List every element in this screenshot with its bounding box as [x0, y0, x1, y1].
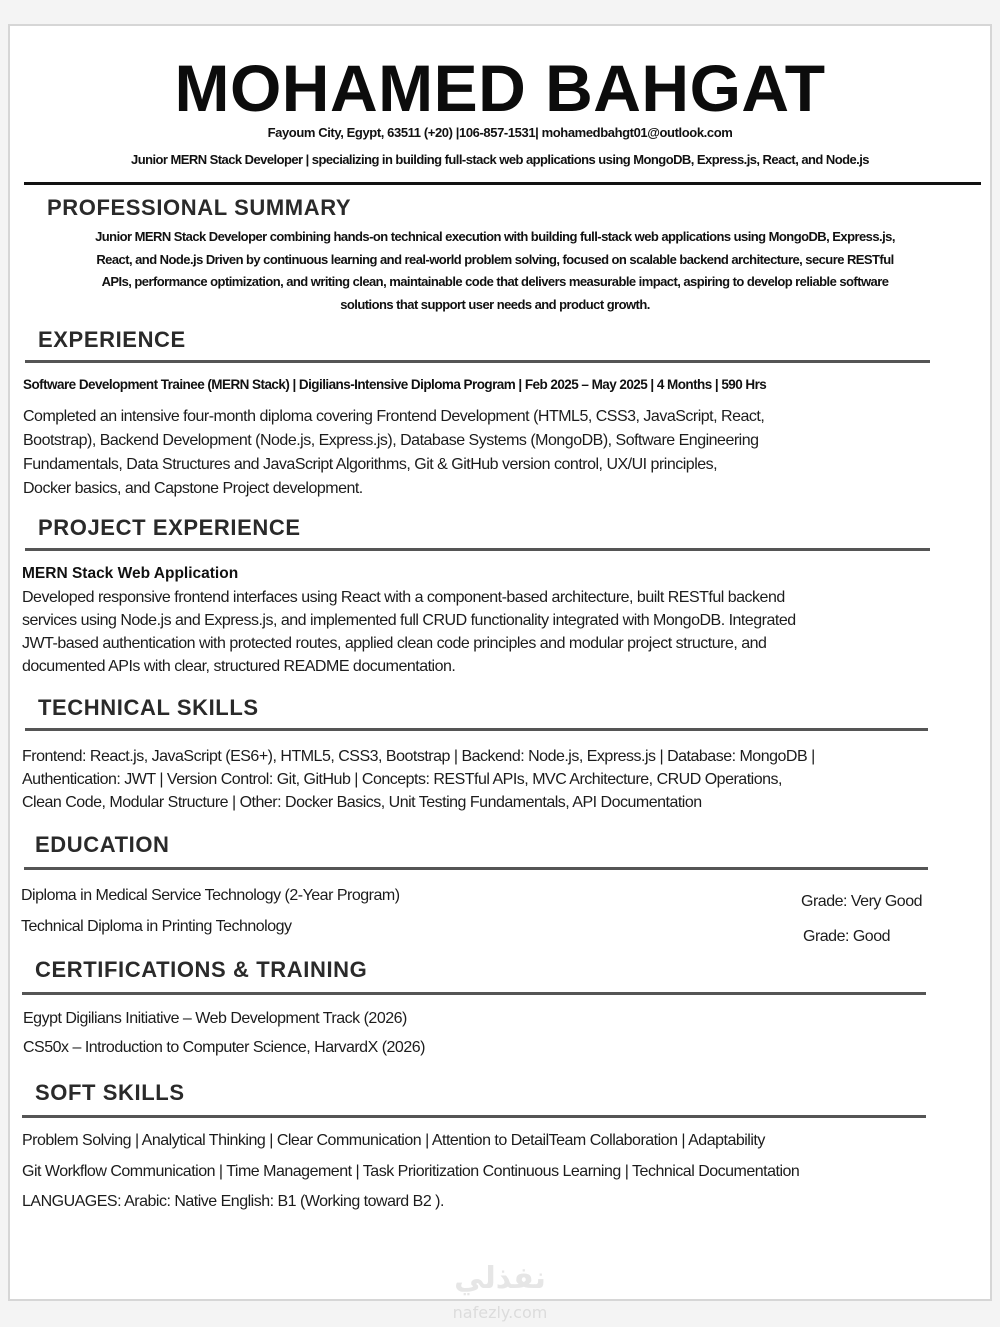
summary-line: React, and Node.js Driven by continuous learning and real-world problem solving, focused on scalable backend architecture, secure RESTful	[96, 251, 894, 267]
education-degree: Diploma in Medical Service Technology (2-Year Program)	[21, 887, 400, 904]
education-grade: Grade: Good	[803, 928, 890, 945]
project-line: services using Node.js and Express.js, and implemented full CRUD functionality integrated with MongoDB. Integrated	[22, 612, 796, 629]
experience-line: Fundamentals, Data Structures and JavaScript Algorithms, Git & GitHub version control, UX/UI principles,	[23, 456, 718, 473]
section-title-skills: TECHNICAL SKILLS	[38, 695, 259, 720]
project-description	[22, 586, 796, 678]
education-row	[21, 886, 926, 911]
skills-line: Authentication: JWT | Version Control: Git, GitHub | Concepts: RESTful APIs, MVC Architecture, CRUD Operations,	[22, 771, 782, 788]
education-row	[21, 917, 926, 946]
section-divider	[25, 548, 930, 551]
section-divider	[24, 867, 928, 870]
technical-skills-text	[22, 745, 815, 814]
section-title-education: EDUCATION	[35, 832, 170, 857]
section-title-summary: PROFESSIONAL SUMMARY	[47, 195, 352, 220]
section-title-certifications: CERTIFICATIONS & TRAINING	[35, 957, 368, 982]
header-divider	[24, 182, 981, 185]
skills-line: Clean Code, Modular Structure | Other: Docker Basics, Unit Testing Fundamentals, API Documentation	[22, 794, 702, 811]
certification-item: Egypt Digilians Initiative – Web Development Track (2026)	[23, 1010, 407, 1027]
summary-line: Junior MERN Stack Developer combining hands-on technical execution with building full-stack web applications using MongoDB, Express.js,	[95, 229, 895, 244]
project-line: JWT-based authentication with protected routes, applied clean code principles and modular project structure, and	[22, 635, 767, 652]
section-divider	[25, 360, 930, 363]
headline-tagline: Junior MERN Stack Developer | specializing in building full-stack web applications using MongoDB, Express.js, React, and Node.js	[131, 152, 869, 167]
soft-skills-line: Git Workflow Communication | Time Management | Task Prioritization Continuous Learning | Technical Documentation	[22, 1163, 800, 1180]
summary-text	[20, 226, 970, 316]
experience-line: Docker basics, and Capstone Project development.	[23, 480, 363, 497]
section-divider	[22, 992, 926, 995]
project-line: Developed responsive frontend interfaces using React with a component-based architecture, built RESTful backend	[22, 589, 785, 606]
education-grade: Grade: Very Good	[801, 893, 922, 910]
contact-info: Fayoum City, Egypt, 63511 (+20) |106-857-1531| mohamedbahgt01@outlook.com	[267, 125, 733, 140]
soft-skills-line: Problem Solving | Analytical Thinking | Clear Communication | Attention to DetailTeam Collaboration | Adaptability	[22, 1132, 765, 1149]
summary-line: solutions that support user needs and product growth.	[340, 296, 650, 312]
project-name: MERN Stack Web Application	[22, 565, 239, 582]
experience-line: Bootstrap), Backend Development (Node.js, Express.js), Database Systems (MongoDB), Software Engineering	[23, 432, 759, 449]
skills-line: Frontend: React.js, JavaScript (ES6+), HTML5, CSS3, Bootstrap | Backend: Node.js, Express.js | Database: MongoDB |	[22, 748, 815, 765]
section-title-projects: PROJECT EXPERIENCE	[38, 515, 301, 540]
summary-line: APIs, performance optimization, and writing clean, maintainable code that delivers measurable impact, aspiring to develop reliable software	[101, 274, 889, 289]
job-title-line: Software Development Trainee (MERN Stack) | Digilians-Intensive Diploma Program | Feb 2025 – May 2025 | 4 Months | 590 Hrs	[23, 377, 767, 392]
experience-description	[23, 405, 764, 501]
section-divider	[25, 728, 928, 731]
project-line: documented APIs with clear, structured README documentation.	[22, 658, 456, 675]
section-title-soft-skills: SOFT SKILLS	[35, 1080, 185, 1105]
watermark-logo-arabic: نفذلي	[454, 1261, 546, 1296]
section-divider	[22, 1115, 926, 1118]
section-title-experience: EXPERIENCE	[38, 327, 186, 352]
watermark-logo-latin: nafezly.com	[452, 1303, 548, 1322]
languages-line: LANGUAGES: Arabic: Native English: B1 (Working toward B2 ).	[22, 1193, 444, 1210]
experience-line: Completed an intensive four-month diploma covering Frontend Development (HTML5, CSS3, JavaScript, React,	[23, 408, 765, 425]
candidate-name: MOHAMED BAHGAT	[174, 51, 826, 125]
certification-item: CS50x – Introduction to Computer Science, HarvardX (2026)	[23, 1039, 425, 1056]
education-degree: Technical Diploma in Printing Technology	[21, 918, 292, 935]
